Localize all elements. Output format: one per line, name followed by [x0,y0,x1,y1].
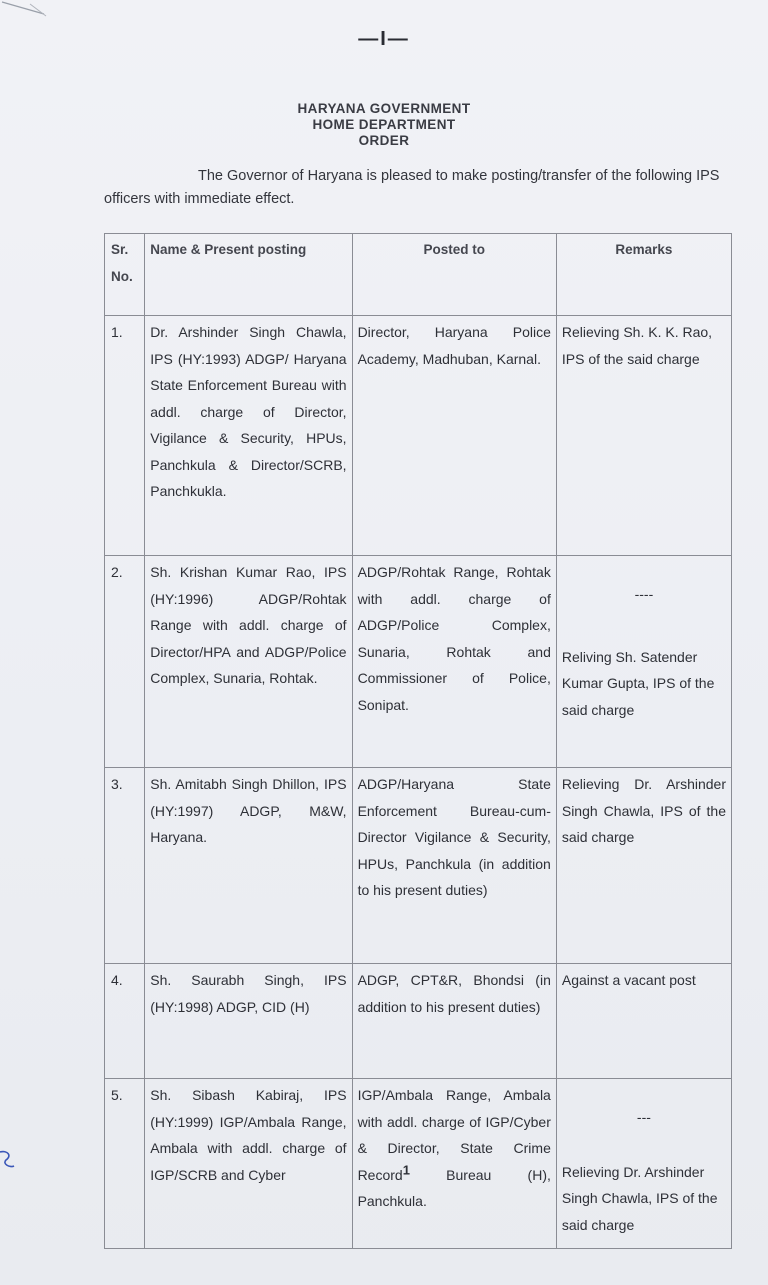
row-posted-to: Director, Haryana Police Academy, Madhuban, Karnal. [352,316,556,556]
row-remarks-text: Relieving Sh. K. K. Rao, IPS of the said charge [561,324,713,367]
row-posted-to-part-a: IGP/Ambala Range, Ambala with addl. charge of IGP/Cyber & Director, State Crime Record [357,1087,551,1183]
pen-mark-corner [0,0,60,30]
table-row [105,316,732,556]
header-government: HARYANA GOVERNMENT [297,101,471,116]
row-name: Dr. Arshinder Singh Chawla, IPS (HY:1993) ADGP/ Haryana State Enforcement Bureau with addl. charge of Director, Vigilance & Security, HPUs, Panchkula & Director/SCRB, Panchkukla. [145,316,352,556]
row-name: Sh. Amitabh Singh Dhillon, IPS (HY:1997) ADGP, M&W, Haryana. [145,768,352,964]
header-order: ORDER [358,133,410,148]
row-posted-to [352,1079,556,1249]
col-header-remarks: Remarks [556,234,731,316]
posting-table [104,233,732,1249]
intro-paragraph [104,165,734,211]
row-posted-to: ADGP/Rohtak Range, Rohtak with addl. charge of ADGP/Police Complex, Sunaria, Rohtak and Commissioner of Police, Sonipat. [352,556,556,768]
table-row [105,1079,732,1249]
row-sr: 1. [105,316,145,556]
intro-text: The Governor of Haryana is pleased to make posting/transfer of the following IPS officers with immediate effect. [104,168,720,207]
page-number: —I— [358,28,410,50]
row-posted-to-part-b: Bureau (H), Panchkula. [357,1166,551,1209]
row-remarks [556,1079,731,1249]
header-department: HOME DEPARTMENT [312,117,456,132]
row-remarks-text: Reliving Sh. Satender Kumar Gupta, IPS of the said charge [561,648,715,718]
table-header-row [105,234,732,316]
row-remarks-dash: ---- [634,586,654,602]
row-sr: 5. [105,1079,145,1249]
pen-mark-margin [0,1148,16,1172]
row-remarks-text: Relieving Dr. Arshinder Singh Chawla, IPS of the said charge [561,776,726,845]
row-remarks [556,964,731,1079]
row-remarks [556,768,731,964]
row-remarks [556,556,731,768]
col-header-name: Name & Present posting [145,234,352,316]
row-remarks [556,316,731,556]
row-sr: 2. [105,556,145,768]
row-name: Sh. Krishan Kumar Rao, IPS (HY:1996) ADGP/Rohtak Range with addl. charge of Director/HPA and ADGP/Police Complex, Sunaria, Rohtak. [145,556,352,768]
row-sr: 3. [105,768,145,964]
row-remarks-text: Against a vacant post [561,972,696,988]
row-posted-to: ADGP/Haryana State Enforcement Bureau-cum-Director Vigilance & Security, HPUs, Panchkula (in addition to his present duties) [352,768,556,964]
row-name: Sh. Saurabh Singh, IPS (HY:1998) ADGP, CID (H) [145,964,352,1079]
table-row [105,768,732,964]
col-header-sr: Sr. No. [105,234,145,316]
row-name: Sh. Sibash Kabiraj, IPS (HY:1999) IGP/Ambala Range, Ambala with addl. charge of IGP/SCRB and Cyber [145,1079,352,1249]
footnote-mark: 1 [402,1161,410,1177]
row-sr: 4. [105,964,145,1079]
table-row [105,964,732,1079]
row-remarks-text: Relieving Dr. Arshinder Singh Chawla, IPS of the said charge [561,1163,718,1233]
table-row [105,556,732,768]
col-header-posted-to: Posted to [352,234,556,316]
row-posted-to: ADGP, CPT&R, Bhondsi (in addition to his present duties) [352,964,556,1079]
row-remarks-dash: --- [636,1109,651,1125]
